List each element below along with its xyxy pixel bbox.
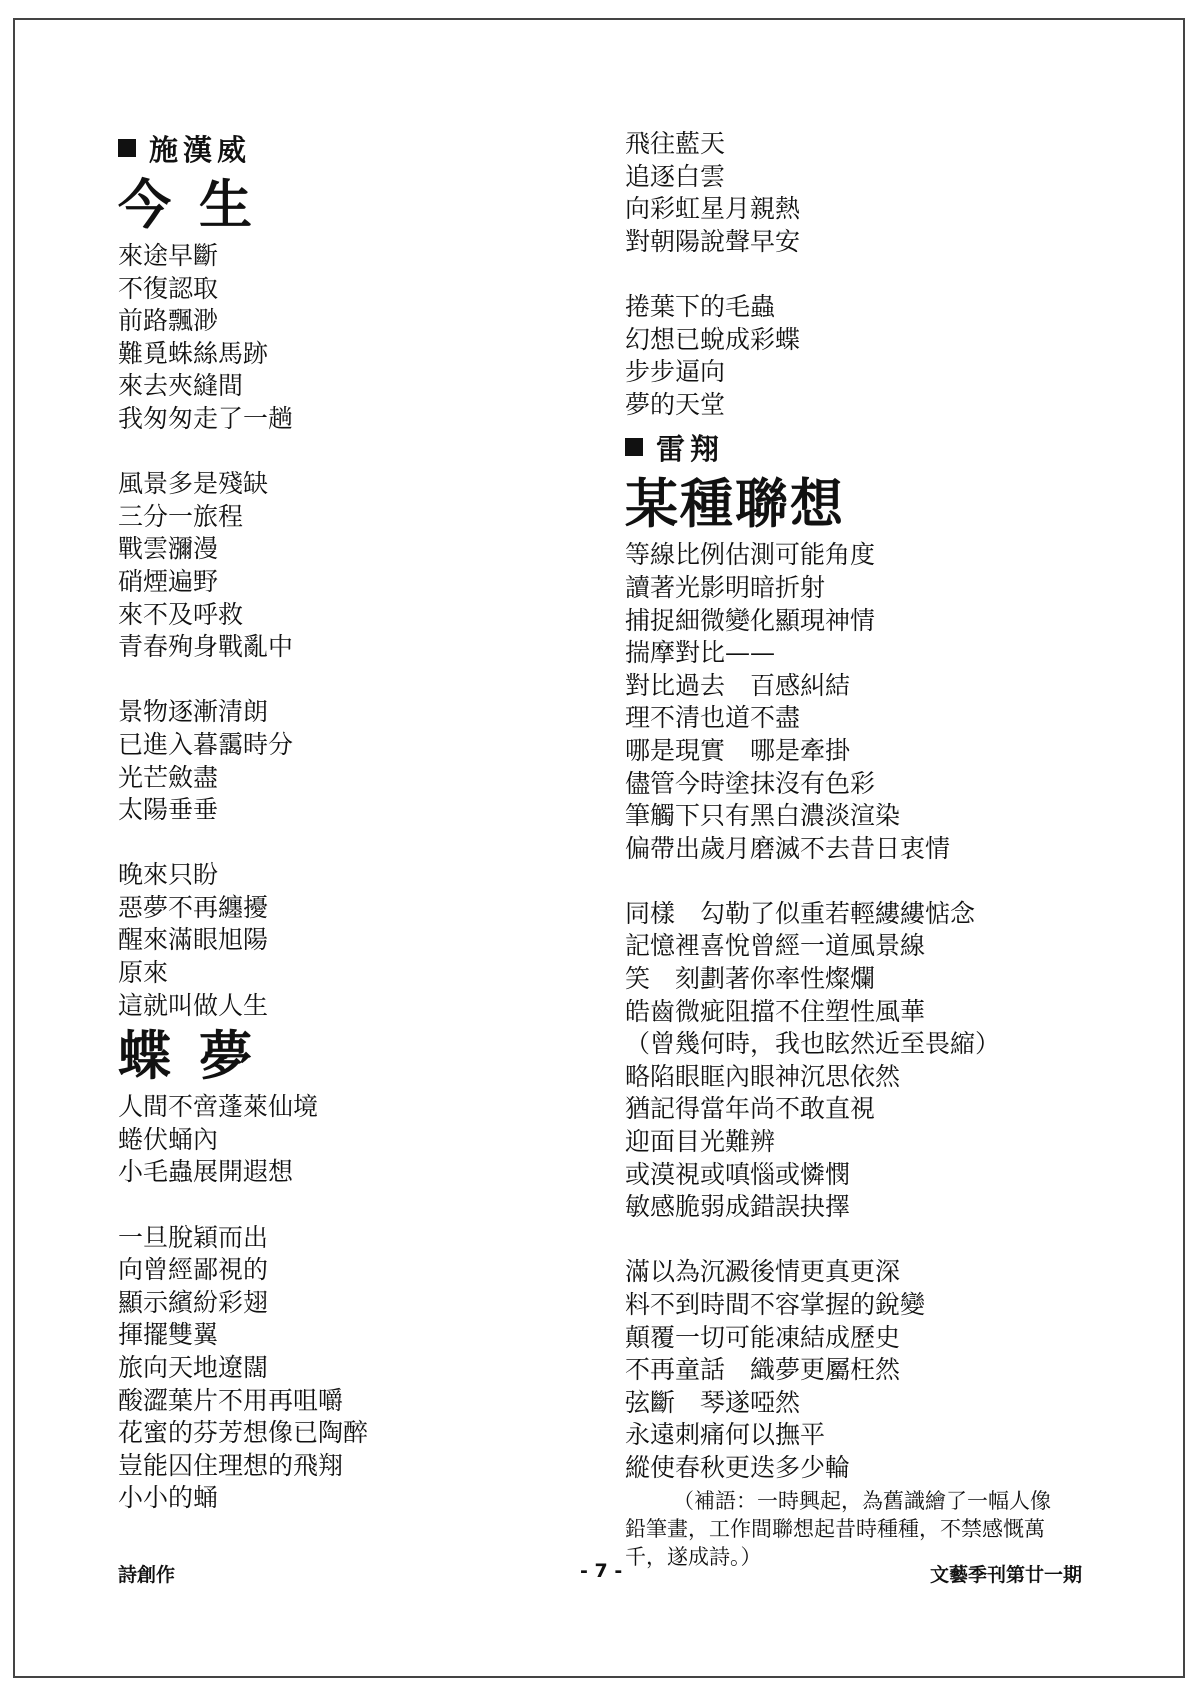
stanza-gap [118,1189,588,1222]
poem-line: 晚來只盼 [118,860,219,890]
poem-line: 風景多是殘缺 [118,469,269,499]
poem-line: 步步逼向 [625,357,726,387]
poem-line: 酸澀葉片不用再咀嚼 [118,1385,344,1415]
stanza-gap [625,865,1095,898]
poem-line: 太陽垂垂 [118,795,219,825]
poem-line: 青春殉身戰亂中 [118,632,294,662]
poem-line: 哪是現實 哪是牽掛 [625,735,851,765]
poem-line: 景物逐漸清朗 [118,697,269,727]
square-bullet-icon [118,139,136,157]
poem-line: 已進入暮靄時分 [118,729,294,759]
poem-line: 儘管今時塗抹沒有色彩 [625,768,876,798]
poem-line: 顯示繽紛彩翅 [118,1287,269,1317]
poem-line: 皓齒微疵阻擋不住塑性風華 [625,996,926,1026]
poem-body-diemeng-continued [625,128,1095,421]
stanza-gap [625,1224,1095,1257]
poem-line: 醒來滿眼旭陽 [118,925,269,955]
author-shi-hanwei [118,128,588,168]
poem-line: 花蜜的芬芳想像已陶醉 [118,1418,369,1448]
poem-line: 永遠刺痛何以撫平 [625,1420,826,1450]
poem-line: 惡夢不再纏擾 [118,892,269,922]
poem-line: 向彩虹星月親熱 [625,194,801,224]
poem-line: 筆觸下只有黑白濃淡渲染 [625,801,901,831]
poem-line: 捕捉細微變化顯現神情 [625,605,876,635]
poem-body-jinsheng [118,240,588,1022]
poem-line: 來去夾縫間 [118,371,244,401]
poem-line: 來不及呼救 [118,599,244,629]
poem-line: 偏帶出歲月磨滅不去昔日衷情 [625,833,951,863]
poem-line: 讀著光影明暗折射 [625,572,826,602]
poem-line: 顛覆一切可能凍結成歷史 [625,1322,901,1352]
poem-line: 記憶裡喜悅曾經一道風景線 [625,931,926,961]
note-line: 千，遂成詩。） [625,1544,762,1569]
poem-line: 理不清也道不盡 [625,703,801,733]
poem-line: 滿以為沉澱後情更真更深 [625,1257,901,1287]
author-name: 施漢威 [149,132,252,167]
poem-line: 豈能囚住理想的飛翔 [118,1450,344,1480]
poem-line: 對朝陽說聲早安 [625,226,801,256]
poem-body-mouzhong-lianxiang [625,539,1095,1484]
poem-line: 不復認取 [118,273,219,303]
author-lei-xiang [625,427,1095,467]
poem-line: （曾幾何時，我也眩然近至畏縮） [625,1029,1001,1059]
poem-line: 捲葉下的毛蟲 [625,291,776,321]
poem-line: 等線比例估測可能角度 [625,540,876,570]
poem-line: 追逐白雲 [625,161,726,191]
poem-title-jinsheng: 今生 [118,174,280,236]
poem-line: 敏感脆弱成錯誤抉擇 [625,1192,851,1222]
footer-journal: 文藝季刊第廿一期 [930,1564,1083,1586]
poem-line: 人間不啻蓬萊仙境 [118,1092,319,1122]
note-line: （補語：一時興起，為舊識繪了一幅人像 [673,1488,1051,1513]
stanza-gap [118,436,588,469]
poem-line: 原來 [118,958,169,988]
poem-line: 夢的天堂 [625,389,726,419]
poem-line: 或漠視或嗔惱或憐憫 [625,1159,851,1189]
poem-line: 猶記得當年尚不敢直視 [625,1094,876,1124]
poem-body-diemeng [118,1091,588,1515]
poem-line: 料不到時間不容掌握的銳變 [625,1290,926,1319]
poem-line: 迎面目光難辨 [625,1127,776,1157]
poem-line: 飛往藍天 [625,129,726,158]
poem-line: 光芒斂盡 [118,762,219,792]
poem-line: 不再童話 織夢更屬枉然 [625,1355,901,1385]
poem-line: 笑 刻劃著你率性燦爛 [625,964,876,994]
poem-line: 縱使春秋更迭多少輪 [625,1452,851,1482]
poem-line: 旅向天地遼闊 [118,1353,269,1382]
poem-line: 小小的蛹 [118,1483,219,1513]
author-name: 雷翔 [656,431,725,466]
poem-line: 硝煙遍野 [118,566,219,596]
poem-line: 我匆匆走了一趟 [118,403,294,433]
stanza-gap [625,258,1095,291]
poem-line: 揣摩對比—— [625,638,776,668]
poem-title-mouzhong-lianxiang: 某種聯想 [625,473,845,536]
poem-line: 一旦脫穎而出 [118,1222,269,1252]
poem-line: 同樣 勾勒了似重若輕縷縷惦念 [625,898,976,928]
poem-line: 戰雲瀰漫 [118,534,219,564]
poem-line: 前路飄渺 [118,306,219,336]
page-number: - 7 - [580,1560,623,1582]
poem-line: 來途早斷 [118,241,219,270]
left-column [118,128,588,1515]
note-line: 鉛筆畫，工作間聯想起昔時種種，不禁感慨萬 [625,1516,1045,1541]
poem-line: 三分一旅程 [118,501,244,531]
right-column [625,128,1095,1571]
poem-title-diemeng: 蝶夢 [118,1025,280,1088]
square-bullet-icon [625,438,643,456]
poem-line: 幻想已蛻成彩蝶 [625,324,801,354]
poem-line: 這就叫做人生 [118,990,269,1020]
poem-line: 對比過去 百感糾結 [625,670,851,700]
poem-note [625,1487,1095,1571]
poem-line: 小毛蟲展開遐想 [118,1157,294,1187]
poem-line: 揮擺雙翼 [118,1320,219,1350]
footer-section: 詩創作 [118,1564,176,1586]
stanza-gap [118,827,588,860]
poem-line: 弦斷 琴遂啞然 [625,1387,801,1417]
poem-line: 難覓蛛絲馬跡 [118,338,269,368]
poem-line: 向曾經鄙視的 [118,1255,269,1285]
stanza-gap [118,664,588,697]
poem-line: 略陷眼眶內眼神沉思依然 [625,1061,901,1091]
poem-line: 蜷伏蛹內 [118,1124,219,1154]
